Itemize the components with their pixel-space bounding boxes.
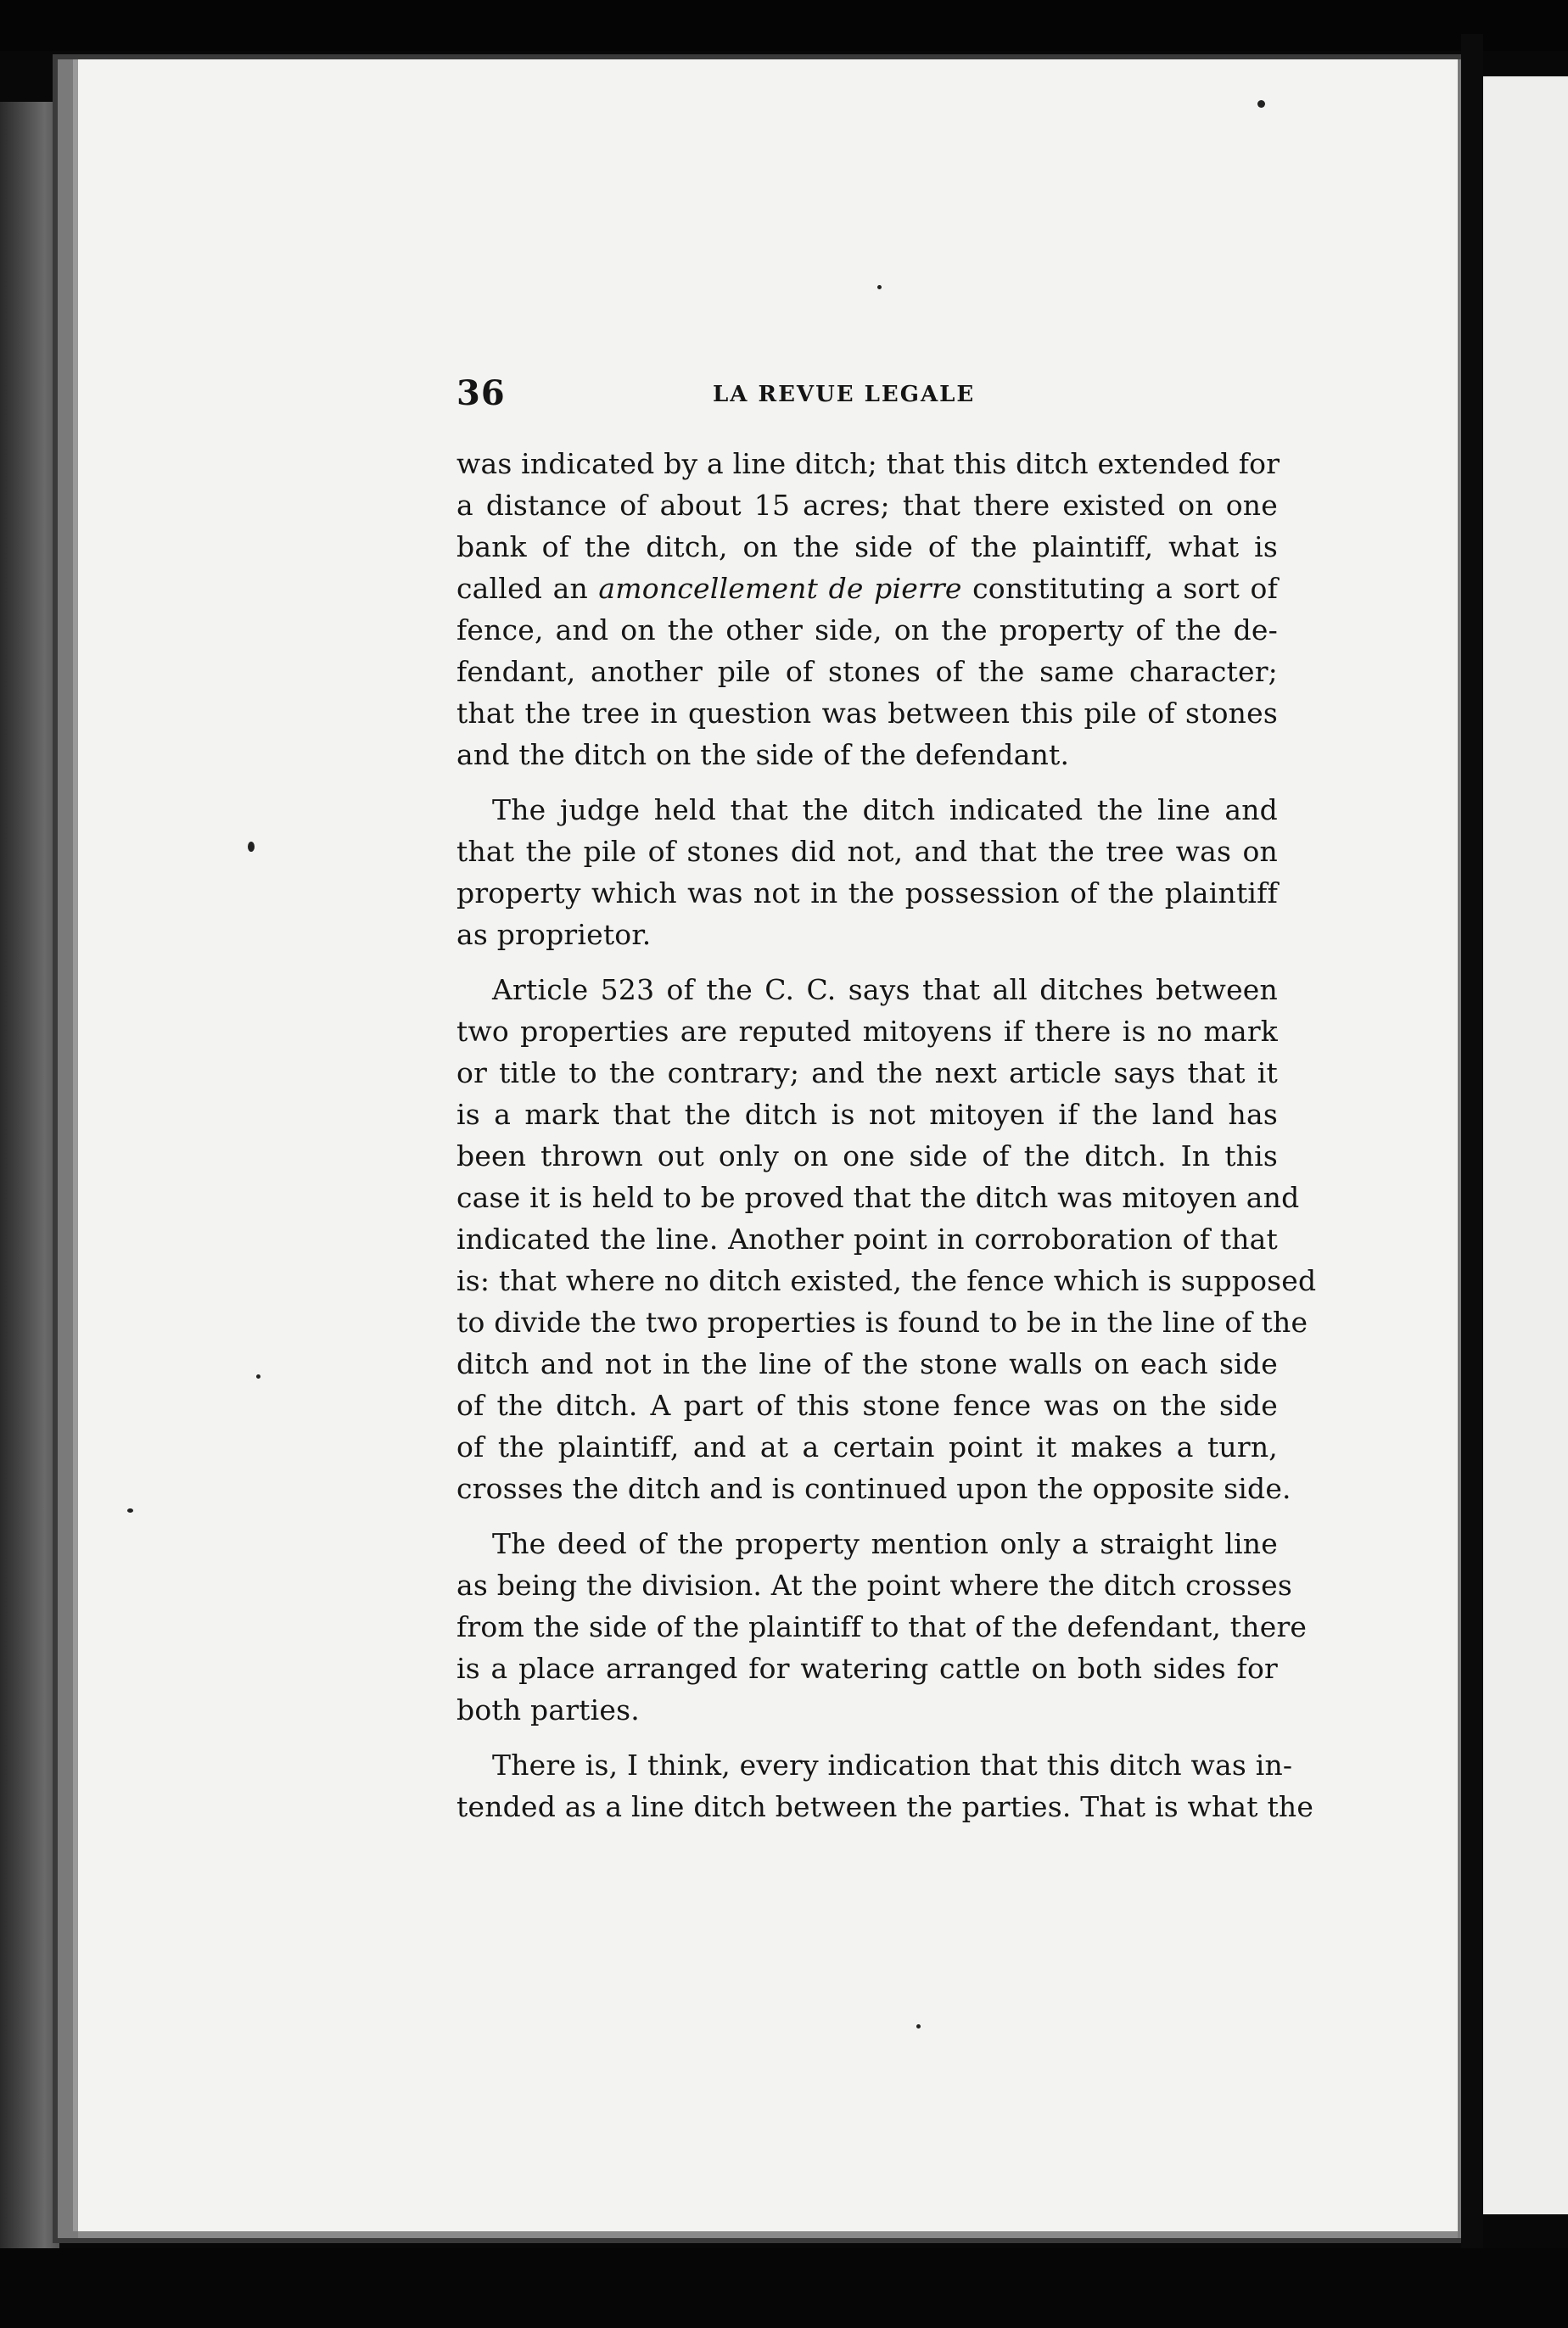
text-line: The judge held that the ditch indicated the line and	[492, 793, 1278, 826]
paragraph	[456, 969, 1317, 1509]
paragraph	[456, 789, 1278, 955]
text-line: was indicated by a line ditch; that this ditch extended for	[456, 447, 1280, 480]
dust-speck	[127, 1508, 133, 1513]
text-line: case it is held to be proved that the ditch was mitoyen and	[456, 1181, 1300, 1214]
facing-page-edge	[1483, 76, 1568, 2214]
page-content	[456, 373, 1317, 1841]
journal-title: LA REVUE LEGALE	[713, 382, 976, 407]
text-line: fence, and on the other side, on the property of the de-	[456, 613, 1278, 646]
dust-speck	[256, 1374, 260, 1379]
dust-speck	[1257, 100, 1265, 108]
body-text	[456, 443, 1317, 1827]
text-line: fendant, another pile of stones of the same character;	[456, 655, 1278, 688]
text-line: called an amoncellement de pierre constituting a sort of	[456, 572, 1279, 605]
text-line: is a mark that the ditch is not mitoyen if the land has	[456, 1098, 1278, 1131]
text-line: as being the division. At the point where the ditch crosses	[456, 1569, 1293, 1602]
dust-speck	[877, 285, 882, 289]
text-line: to divide the two properties is found to be in the line of the	[456, 1306, 1308, 1339]
text-line: been thrown out only on one side of the ditch. In this	[456, 1139, 1278, 1172]
text-line: of the ditch. A part of this stone fence was on the side	[456, 1389, 1278, 1422]
text-line: of the plaintiff, and at a certain point it makes a turn,	[456, 1430, 1278, 1463]
text-line: that the pile of stones did not, and that the tree was on	[456, 835, 1278, 868]
text-line: ditch and not in the line of the stone walls on each side	[456, 1347, 1278, 1380]
text-line: and the ditch on the side of the defendant.	[456, 738, 1070, 771]
text-line: indicated the line. Another point in corroboration of that	[456, 1223, 1278, 1256]
text-line: two properties are reputed mitoyens if there is no mark	[456, 1015, 1278, 1048]
paragraph	[456, 1744, 1314, 1827]
text-line: Article 523 of the C. C. says that all ditches between	[492, 973, 1278, 1006]
text-line: is: that where no ditch existed, the fence which is supposed	[456, 1264, 1317, 1297]
text-line: both parties.	[456, 1693, 640, 1726]
text-line: The deed of the property mention only a straight line	[492, 1527, 1278, 1560]
text-line: or title to the contrary; and the next article says that it	[456, 1056, 1278, 1089]
scan-border-top	[0, 0, 1568, 51]
running-head	[456, 373, 1278, 421]
text-line: as proprietor.	[456, 918, 652, 951]
text-line: that the tree in question was between this pile of stones	[456, 697, 1278, 730]
page-number: 36	[456, 373, 506, 413]
text-line: There is, I think, every indication that this ditch was in-	[492, 1749, 1293, 1782]
text-line: bank of the ditch, on the side of the plaintiff, what is	[456, 530, 1278, 563]
text-line: from the side of the plaintiff to that of the defendant, there	[456, 1610, 1308, 1643]
paragraph	[456, 1523, 1308, 1731]
text-line: is a place arranged for watering cattle on both sides for	[456, 1652, 1278, 1685]
scan-border-bottom	[0, 2248, 1568, 2328]
text-line: a distance of about 15 acres; that there existed on one	[456, 489, 1278, 522]
text-line: property which was not in the possession of the plaintiff	[456, 876, 1278, 909]
text-line: crosses the ditch and is continued upon the opposite side.	[456, 1472, 1291, 1505]
paragraph	[456, 443, 1278, 775]
book-spine-edge	[0, 102, 59, 2274]
text-line: tended as a line ditch between the parties. That is what the	[456, 1790, 1314, 1823]
dust-speck	[248, 842, 255, 852]
dust-speck	[916, 2024, 921, 2029]
page-gutter	[1461, 34, 1483, 2291]
